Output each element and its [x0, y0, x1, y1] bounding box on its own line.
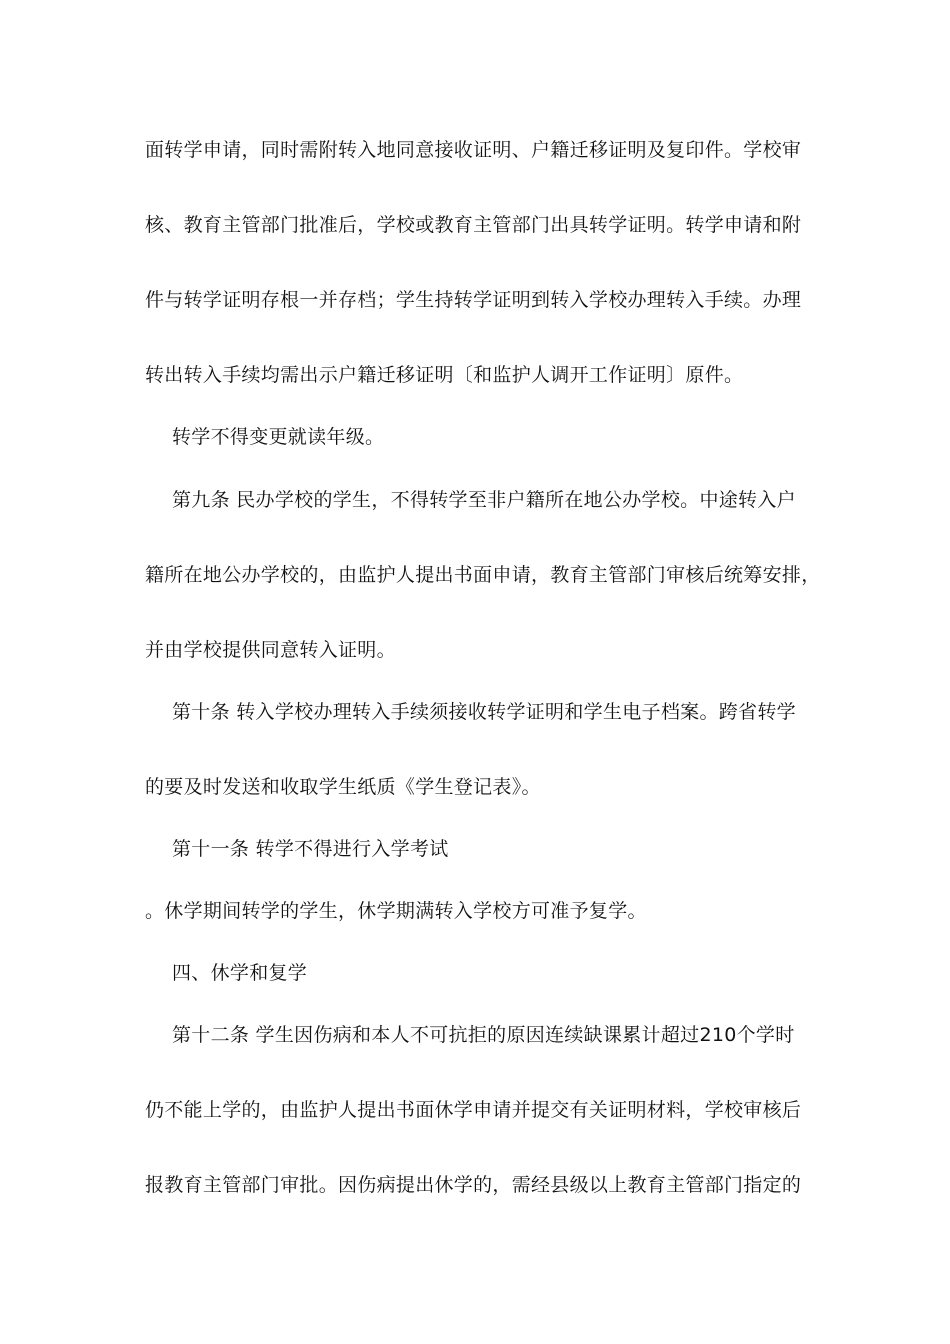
text-line: 仍不能上学的，由监护人提出书面休学申请并提交有关证明材料，学校审核后 — [145, 1099, 802, 1121]
text-line: 的要及时发送和收取学生纸质《学生登记表》。 — [145, 776, 541, 798]
text-line: 籍所在地公办学校的，由监护人提出书面申请，教育主管部门审核后统筹安排， — [145, 564, 821, 586]
text-line: 转出转入手续均需出示户籍迁移证明〔和监护人调开工作证明〕原件。 — [145, 364, 744, 386]
text-line: 面转学申请，同时需附转入地同意接收证明、户籍迁移证明及复印件。学校审 — [145, 139, 802, 161]
text-line: 并由学校提供同意转入证明。 — [145, 639, 396, 661]
text-line: 报教育主管部门审批。因伤病提出休学的，需经县级以上教育主管部门指定的 — [145, 1174, 802, 1196]
text-line: 核、教育主管部门批准后，学校或教育主管部门出具转学证明。转学申请和附 — [145, 214, 802, 236]
text-line: 第十二条 学生因伤病和本人不可抗拒的原因连续缺课累计超过210个学时 — [172, 1024, 795, 1046]
section-heading: 四、休学和复学 — [172, 962, 308, 984]
text-line: 件与转学证明存根一并存档；学生持转学证明到转入学校办理转入手续。办理 — [145, 289, 802, 311]
text-line: 第九条 民办学校的学生，不得转学至非户籍所在地公办学校。中途转入户 — [172, 489, 796, 511]
text-line: 。休学期间转学的学生，休学期满转入学校方可准予复学。 — [145, 900, 647, 922]
text-line: 第十条 转入学校办理转入手续须接收转学证明和学生电子档案。跨省转学 — [172, 701, 796, 723]
text-line: 转学不得变更就读年级。 — [172, 426, 385, 448]
text-line: 第十一条 转学不得进行入学考试 — [172, 838, 449, 860]
